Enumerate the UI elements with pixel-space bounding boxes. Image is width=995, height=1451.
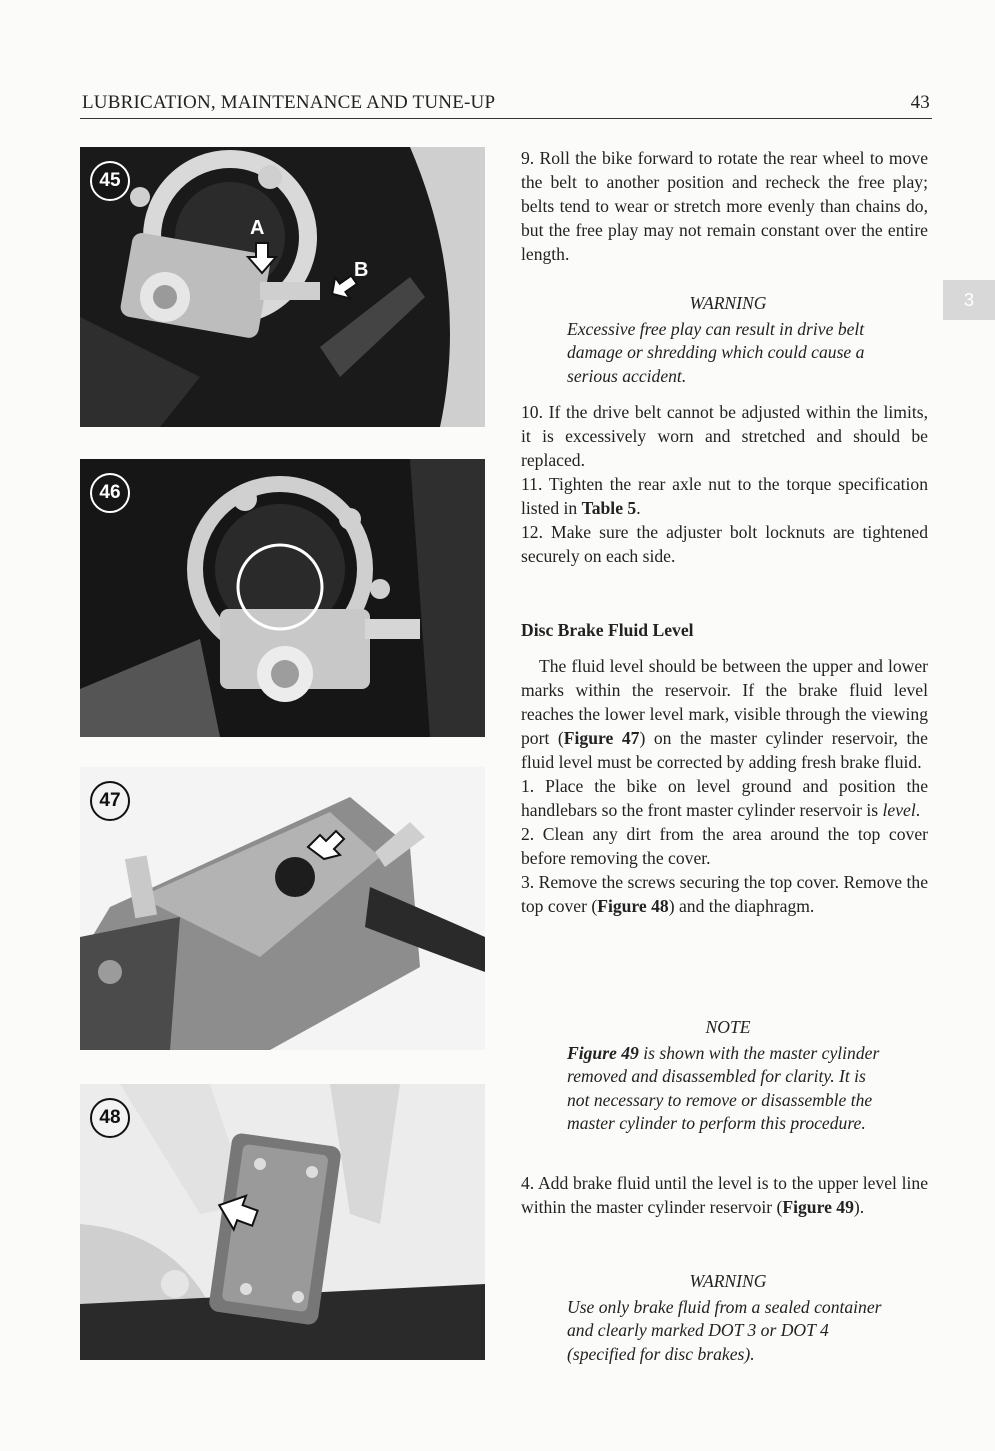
step-2-text: 2. Clean any dirt from the area around the top cover before removing the cover. xyxy=(521,824,928,868)
running-head xyxy=(80,90,932,119)
note-box xyxy=(567,1016,889,1136)
step-4-text: 4. Add brake fluid until the level is to the upper level line within the master cylinder reservoir ( xyxy=(521,1173,928,1217)
warning-text: Excessive free play can result in drive belt damage or shredding which could cause a serious accident. xyxy=(567,318,865,386)
step-12-text: 12. Make sure the adjuster bolt locknuts are tightened securely on each side. xyxy=(521,522,928,566)
warning-text-2: Use only brake fluid from a sealed container and clearly marked DOT 3 or DOT 4 (specified for disc brakes). xyxy=(567,1296,882,1364)
step-11-end: . xyxy=(636,498,641,518)
table-5-ref: Table 5 xyxy=(581,498,637,518)
intro-paragraph xyxy=(521,654,928,774)
callout-a: A xyxy=(250,217,265,239)
figure-49-ref-2: Figure 49 xyxy=(782,1197,854,1217)
figure-49-ref: Figure 49 xyxy=(567,1042,639,1063)
master-cylinder-viewing-port-image xyxy=(80,767,485,1050)
step-3-text: 3. Remove the screws securing the top cover. Remove the top cover ( xyxy=(521,872,928,916)
step-4-paragraph xyxy=(521,1171,928,1219)
step-4 xyxy=(521,1171,928,1219)
figure-48-ref: Figure 48 xyxy=(597,896,669,916)
warning-heading: WARNING xyxy=(689,293,767,313)
step-10-text: 10. If the drive belt cannot be adjusted within the limits, it is excessively worn and stretched and should be replaced. xyxy=(521,402,928,470)
warning-box-1 xyxy=(567,292,889,388)
step-4-end: ). xyxy=(853,1197,865,1217)
figure-46-photo xyxy=(80,459,485,737)
master-cylinder-top-cover-image xyxy=(80,1084,485,1360)
step-3-end: ) and the diaphragm. xyxy=(668,896,815,916)
intro-text-b: ) on the master cylinder reservoir, the fluid level must be corrected by adding fresh brake fluid. xyxy=(521,728,928,772)
note-body: is shown with the master cylinder removed and disassembled for clarity. It is not necessary to remove or disassemble the master cylinder to perform this procedure. xyxy=(567,1042,880,1133)
disc-brake-body xyxy=(521,654,928,918)
running-head-title: LUBRICATION, MAINTENANCE AND TUNE-UP xyxy=(82,92,496,113)
rear-axle-adjuster-image xyxy=(80,147,485,427)
figure-number-badge: 46 xyxy=(90,473,130,513)
note-heading: NOTE xyxy=(705,1017,751,1037)
warning-box-2 xyxy=(567,1270,889,1366)
intro-text-a: The fluid level should be between the upper and lower marks within the reservoir. If the brake fluid level reaches the lower level mark, visible through the viewing port ( xyxy=(521,656,928,748)
figure-45-photo xyxy=(80,147,485,427)
figure-47-photo xyxy=(80,767,485,1050)
step-9-text: 9. Roll the bike forward to rotate the rear wheel to move the belt to another position and recheck the free play; belts tend to wear or stretch more evenly than chains do, but the free play may not remain constant over the entire length. xyxy=(521,148,928,264)
callout-b: B xyxy=(354,259,369,281)
step-1-emphasis: level xyxy=(882,800,916,820)
figure-number-badge: 47 xyxy=(90,781,130,821)
figure-48-photo xyxy=(80,1084,485,1360)
chapter-tab: 3 xyxy=(943,280,995,320)
section-heading: Disc Brake Fluid Level xyxy=(521,620,694,640)
figure-number-badge: 48 xyxy=(90,1098,130,1138)
step-1-text: 1. Place the bike on level ground and position the handlebars so the front master cylinder reservoir is xyxy=(521,776,928,820)
warning-heading-2: WARNING xyxy=(689,1271,767,1291)
note-text xyxy=(567,1042,889,1136)
step-1 xyxy=(521,774,928,822)
axle-nut-closeup-image xyxy=(80,459,485,737)
steps-10-12 xyxy=(521,400,928,568)
figure-47-ref: Figure 47 xyxy=(563,728,640,748)
step-9 xyxy=(521,146,928,266)
figure-number-badge: 45 xyxy=(90,161,130,201)
step-11 xyxy=(521,472,928,520)
step-1-end: . xyxy=(915,800,921,820)
step-11-text: 11. Tighten the rear axle nut to the torque specification listed in xyxy=(521,474,928,518)
page-number: 43 xyxy=(910,92,930,113)
step-3 xyxy=(521,870,928,918)
